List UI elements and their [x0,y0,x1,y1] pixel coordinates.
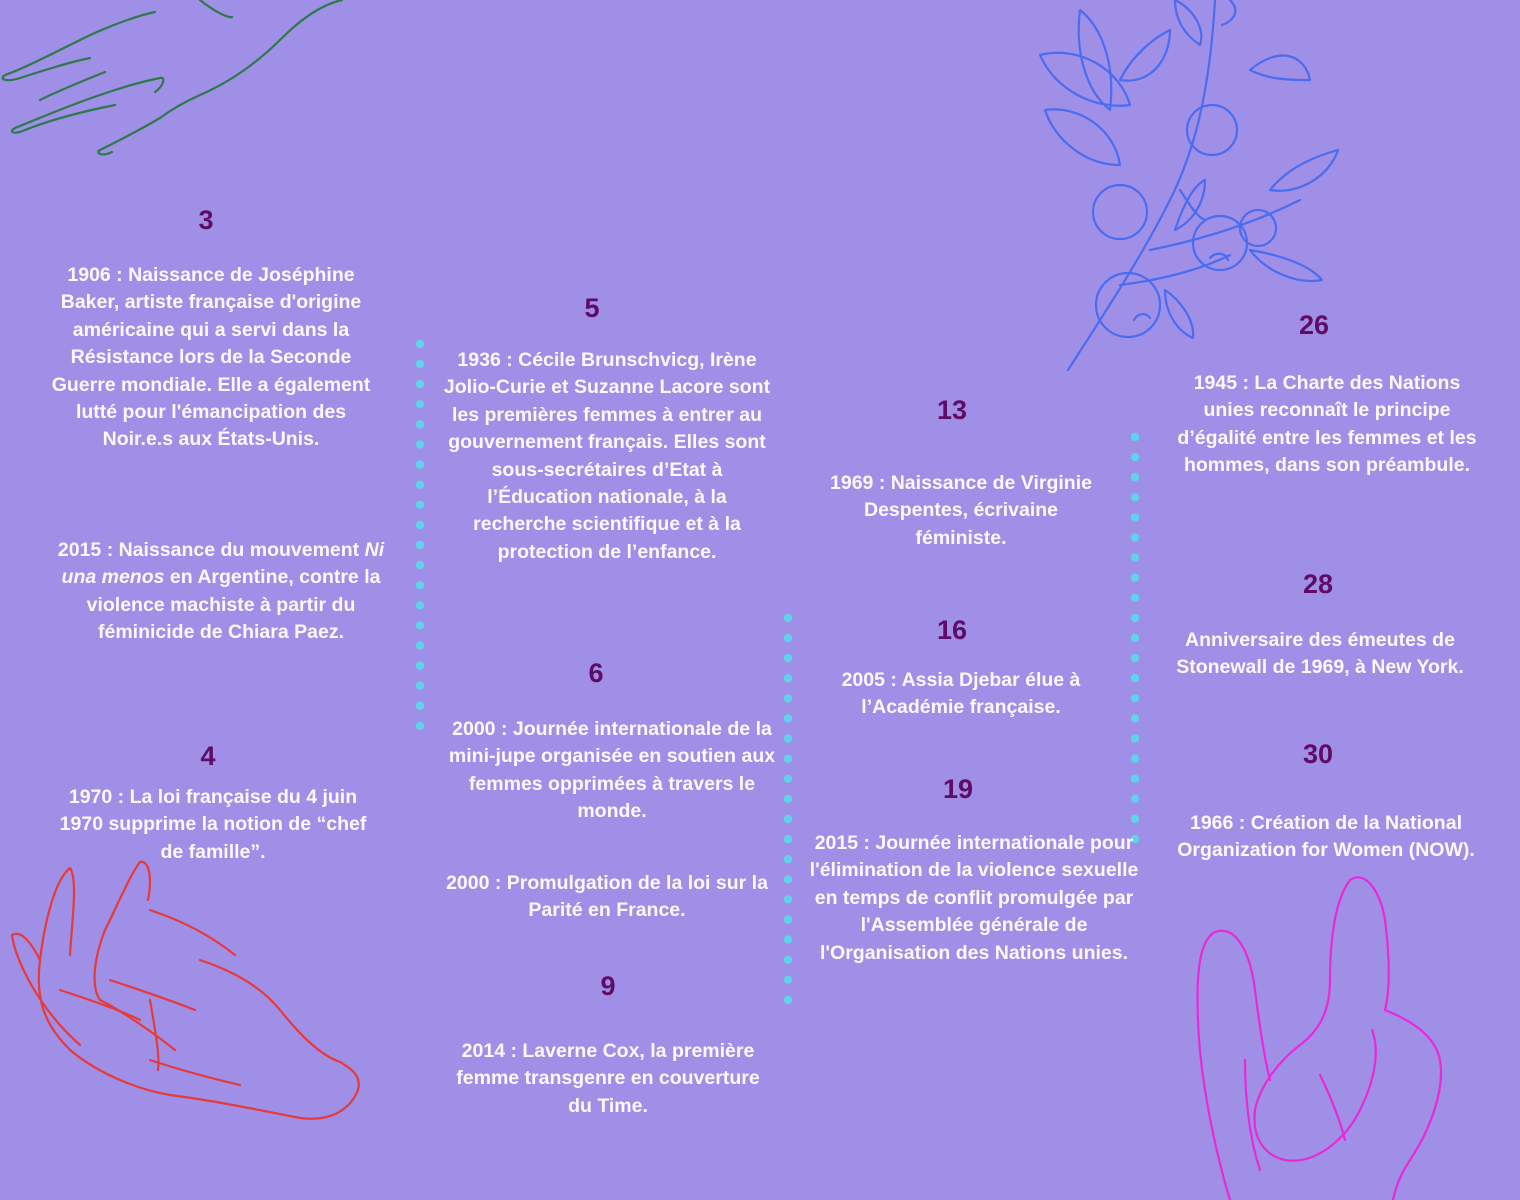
open-hand-icon [1198,877,1441,1200]
separator-dot [416,400,424,408]
separator-dot [1131,734,1139,742]
event-13-virginie-despentes: 1969 : Naissance de Virginie Despentes, écrivaine féministe. [830,472,1092,549]
separator-dot [784,714,792,722]
day-13: 13 [936,395,968,425]
separator-dot [1131,493,1139,501]
event-4-chef-de-famille: 1970 : La loi française du 4 juin 1970 supprime la notion de “chef de famille”. [59,786,367,863]
day-26: 26 [1298,310,1330,340]
separator-dot [784,956,792,964]
day-6: 6 [588,658,604,688]
event-9-laverne-cox: 2014 : Laverne Cox, la première femme transgenre en couverture du Time. [456,1040,760,1117]
separator-dot [784,855,792,863]
event-30-now: 1966 : Création de la National Organization for Women (NOW). [1177,812,1475,862]
separator-dot [1131,654,1139,662]
day-19: 19 [942,774,974,804]
separator-dot [784,915,792,923]
separator-dot [416,501,424,509]
event-16-assia-djebar: 2005 : Assia Djebar élue à l’Académie française. [841,669,1081,719]
separator-dot [784,815,792,823]
event-3-ni-una-menos [56,537,386,647]
day-9: 9 [600,971,616,1001]
separator-dot [416,561,424,569]
separator-dot [1131,473,1139,481]
separator-dot [416,722,424,730]
separator-dot [416,340,424,348]
event-text-italic: Ni una menos [61,539,385,589]
separator-dot [416,621,424,629]
separator-dot [1131,634,1139,642]
separator-dot [416,380,424,388]
separator-dot [1131,574,1139,582]
separator-dot [1131,513,1139,521]
separator-dot [784,976,792,984]
separator-dot [416,702,424,710]
separator-dot [784,674,792,682]
event-28-stonewall: Anniversaire des émeutes de Stonewall de 1969, à New York. [1176,629,1464,679]
separator-dot [784,694,792,702]
separator-dot [784,614,792,622]
separator-dot [1131,754,1139,762]
event-26-charte-nations-unies: 1945 : La Charte des Nations unies reconnaît le principe d’égalité entre les femmes et les hommes, dans son préambule. [1177,372,1477,477]
event-3-josephine-baker: 1906 : Naissance de Joséphine Baker, artiste française d'origine américaine qui a servi dans la Résistance lors de la Seconde Guerre mondiale. Elle a également lutté pour l'émancipation des Noir.e.s aux États-Unis. [51,264,371,451]
separator-dot [416,581,424,589]
separator-dot [784,634,792,642]
separator-dot [416,641,424,649]
separator-dot [1131,775,1139,783]
separator-dot [416,420,424,428]
separator-dot [784,734,792,742]
separator-dot [416,601,424,609]
separator-dot [416,541,424,549]
separator-dot [416,360,424,368]
separator-dot [1131,594,1139,602]
event-5-premieres-femmes-gouvernement: 1936 : Cécile Brunschvicg, Irène Jolio-Curie et Suzanne Lacore sont les premières femmes à entrer au gouvernement français. Elles sont sous-secrétaires d’Etat à l’Éducation nationale, à la recherche scientifique et à la protection de l’enfance. [443,349,771,563]
separator-dot [784,795,792,803]
event-6-loi-parite: 2000 : Promulgation de la loi sur la Parité en France. [446,872,768,922]
separator-dot [784,835,792,843]
separator-dot [416,682,424,690]
day-16: 16 [936,615,968,645]
event-text: 2015 : Naissance du mouvement [57,539,360,561]
separator-dot [1131,714,1139,722]
day-3: 3 [198,205,214,235]
day-30: 30 [1302,739,1334,769]
separator-dot [1131,453,1139,461]
separator-dot [416,481,424,489]
separator-dot [416,460,424,468]
separator-dot [1131,533,1139,541]
day-4: 4 [200,741,216,771]
separator-dot [784,875,792,883]
separator-dot [1131,815,1139,823]
separator-dot [784,775,792,783]
hand-line-icon [3,0,342,154]
separator-dot [416,440,424,448]
event-19-violence-sexuelle-conflit: 2015 : Journée internationale pour l'élimination de la violence sexuelle en temps de conflit promulgée par l'Assemblée générale de l'Organisation des Nations unies. [809,832,1139,964]
separator-dot [416,521,424,529]
day-5: 5 [584,293,600,323]
event-6-mini-jupe: 2000 : Journée internationale de la mini-jupe organisée en soutien aux femmes opprimées à travers le monde. [448,718,776,823]
separator-dot [1131,614,1139,622]
separator-dot [1131,553,1139,561]
day-28: 28 [1302,569,1334,599]
separator-dot [1131,694,1139,702]
separator-dot [784,755,792,763]
separator-dot [784,935,792,943]
separator-dot [784,895,792,903]
separator-dot [1131,795,1139,803]
separator-dot [784,996,792,1004]
separator-dot [1131,674,1139,682]
separator-dot [416,661,424,669]
separator-dot [784,654,792,662]
event-text: en Argentine, contre la violence machiste à partir du féminicide de Chiara Paez. [86,566,381,644]
pinching-hand-icon [12,862,359,1119]
separator-dot [1131,433,1139,441]
